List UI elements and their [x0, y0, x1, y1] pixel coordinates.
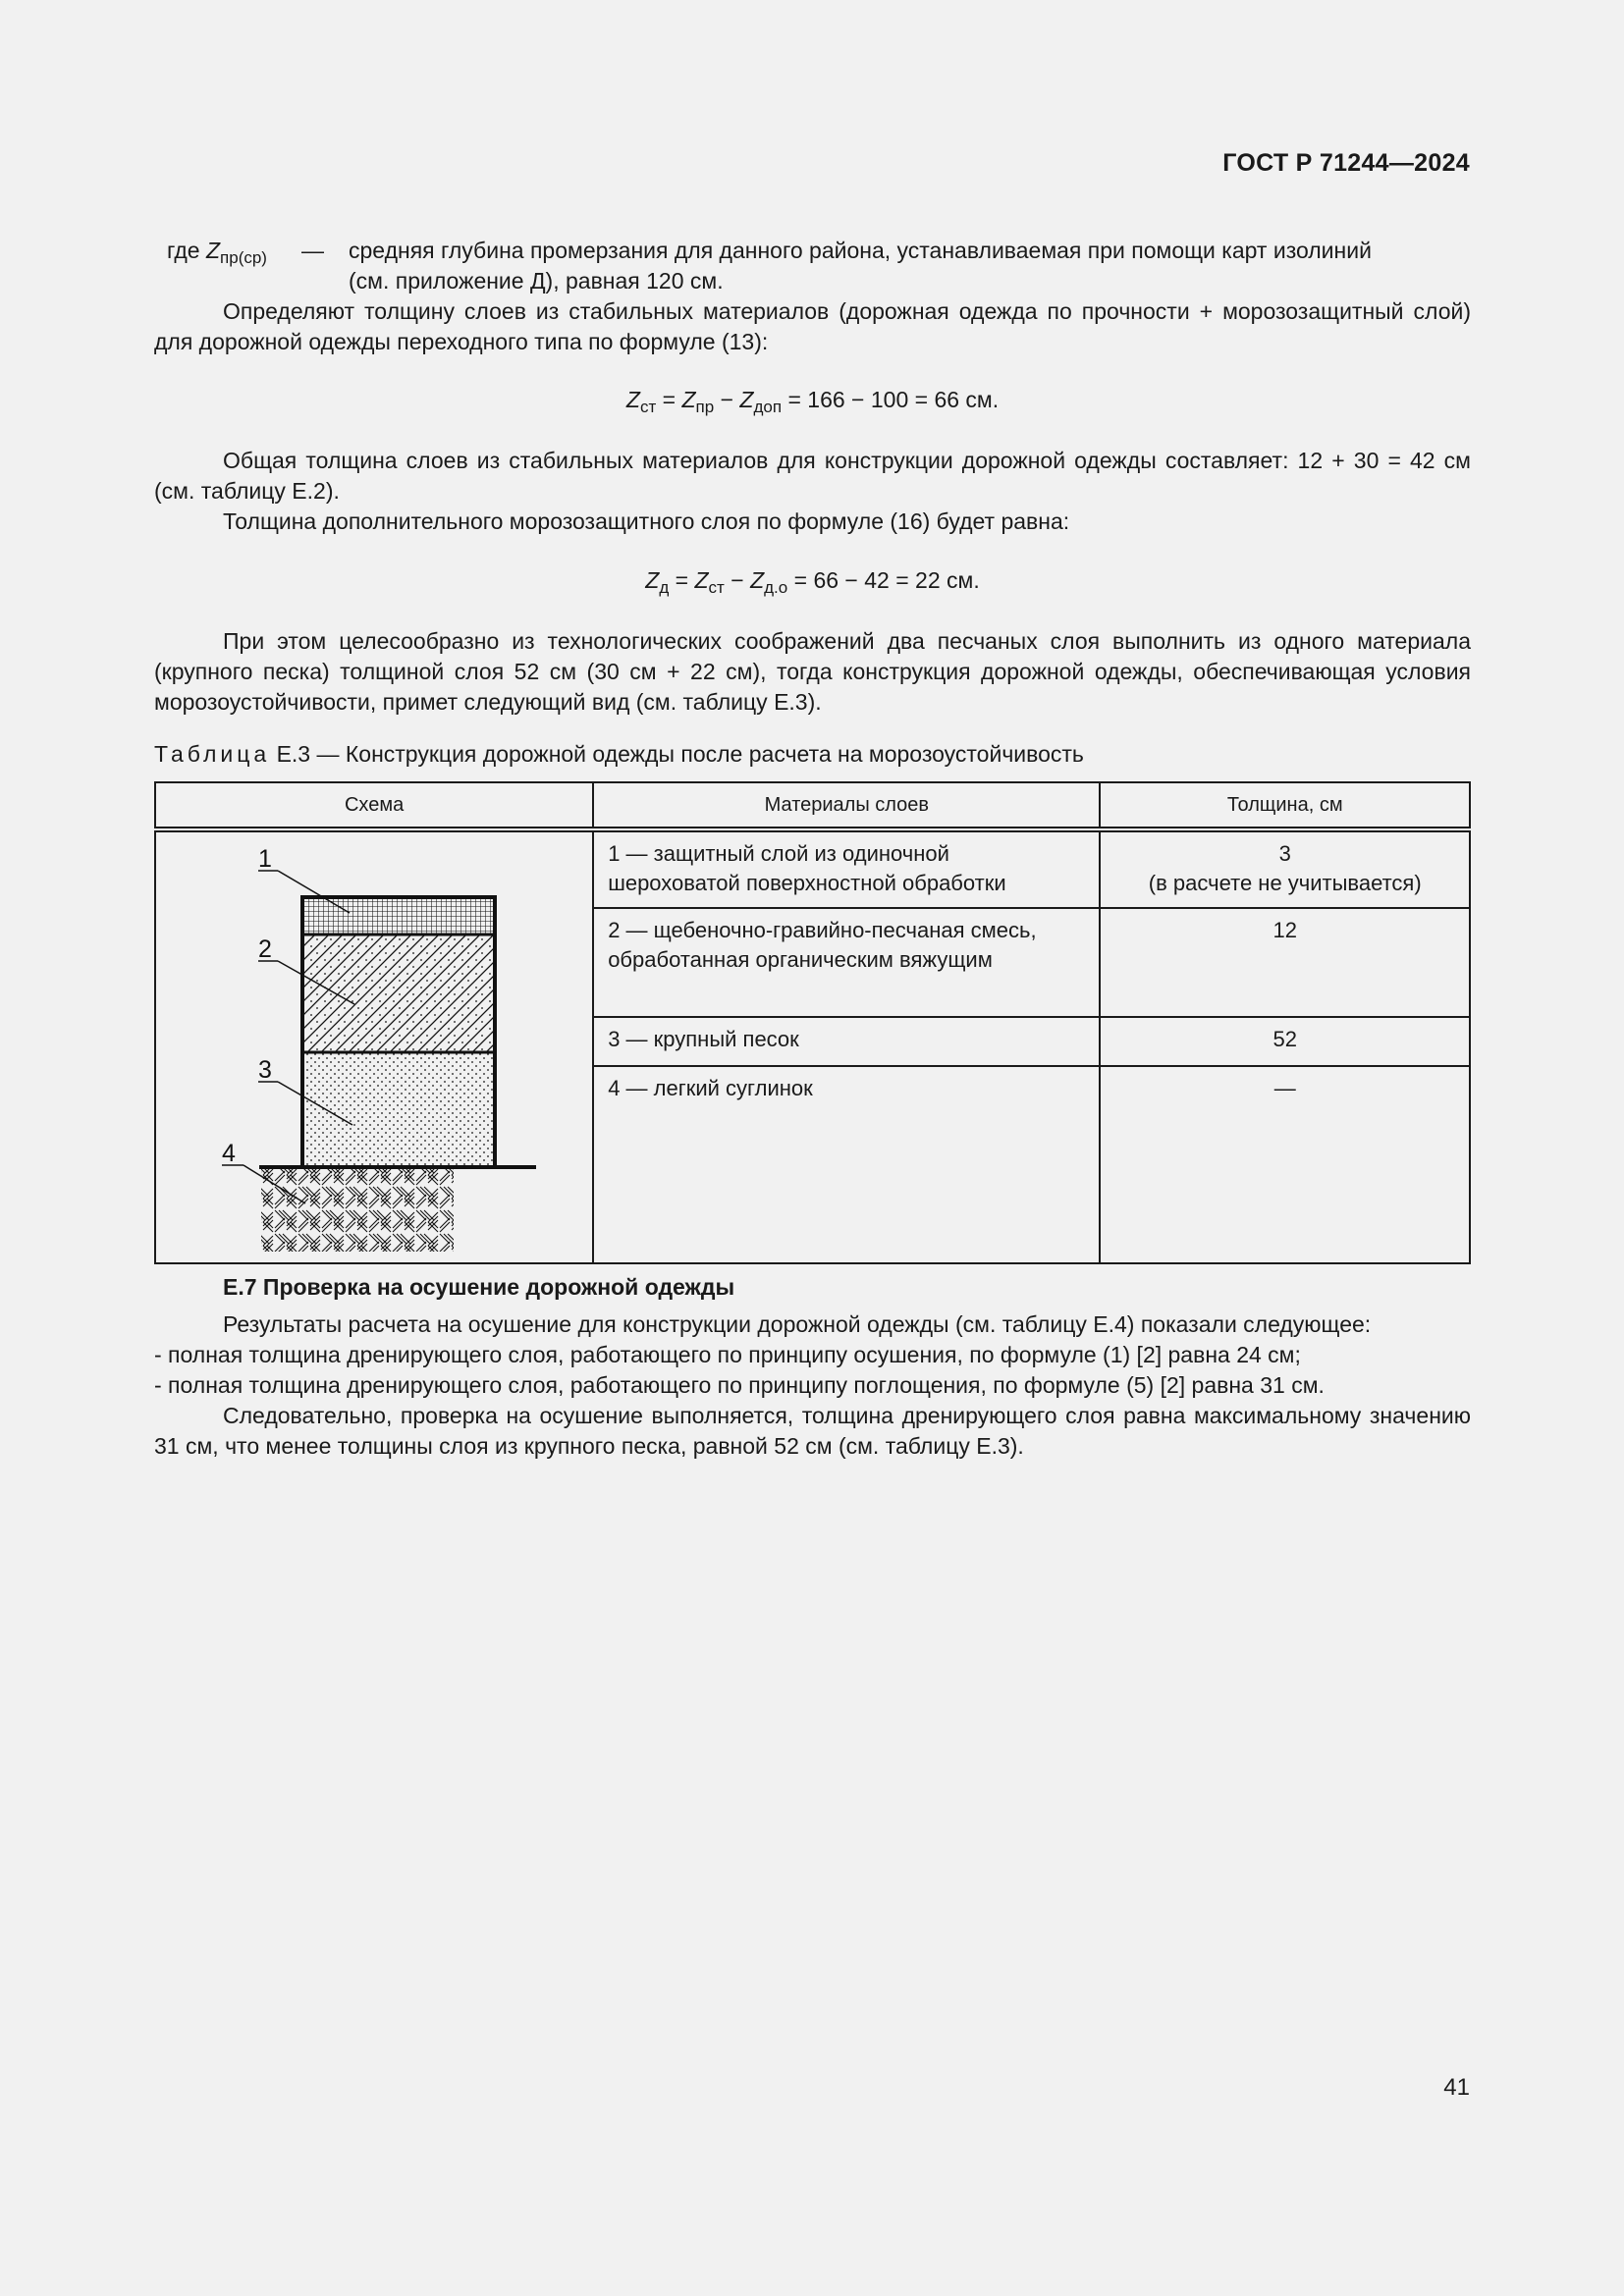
thickness-cell: 52	[1100, 1017, 1470, 1066]
result-item-1: - полная толщина дренирующего слоя, работающего по принципу осушения, по формуле (1) [2] равна 24 см;	[154, 1342, 1301, 1367]
where-dash: —	[301, 238, 324, 263]
col-header-materials: Материалы слоев	[593, 782, 1100, 829]
material-cell: 2 — щебеночно-гравийно-песчаная смесь, обработанная органическим вяжущим	[593, 908, 1100, 1017]
pavement-scheme-diagram	[156, 832, 595, 1264]
material-cell: 4 — легкий суглинок	[593, 1066, 1100, 1263]
thickness-cell	[1100, 829, 1470, 908]
table-caption	[154, 739, 1084, 770]
drainage-results	[154, 1309, 1471, 1462]
where-prefix: где	[167, 238, 200, 263]
scheme-label-2: 2	[258, 935, 272, 963]
scheme-label-1: 1	[258, 845, 272, 873]
where-symbol: Z	[205, 238, 221, 263]
layer-coarse-sand	[302, 1052, 495, 1167]
col-header-thickness: Толщина, см	[1100, 782, 1470, 829]
thickness-cell: 12	[1100, 908, 1470, 1017]
paragraph-3: Толщина дополнительного морозозащитного слоя по формуле (16) будет равна:	[223, 508, 1070, 534]
material-cell: 3 — крупный песок	[593, 1017, 1100, 1066]
paragraph-5: Результаты расчета на осушение для конструкции дорожной одежды (см. таблицу Е.4) показали следующее:	[223, 1311, 1372, 1337]
thickness-cell: —	[1100, 1066, 1470, 1263]
result-item-2: - полная толщина дренирующего слоя, работающего по принципу поглощения, по формуле (5) [2] равна 31 см.	[154, 1372, 1325, 1398]
document-code: ГОСТ Р 71244—2024	[1222, 149, 1470, 177]
section-title: Е.7 Проверка на осушение дорожной одежды	[223, 1274, 735, 1300]
table-row	[155, 829, 1470, 908]
page-number: 41	[1443, 2074, 1470, 2101]
scheme-label-4: 4	[222, 1140, 236, 1167]
where-line-1: средняя глубина промерзания для данного района, устанавливаемая при помощи карт изолиний	[349, 238, 1372, 263]
table-caption-text: Е.3 — Конструкция дорожной одежды после расчета на морозоустойчивость	[270, 741, 1084, 767]
where-label	[167, 236, 267, 266]
table-caption-word: Таблица	[154, 741, 271, 767]
where-definition	[349, 236, 1473, 296]
thickness-value: 3	[1278, 841, 1291, 866]
formula-1: $Z_{ст} = Z_{пр} - Z_{доп} = 166 - 100 = 66$ см.	[625, 387, 1000, 416]
scheme-label-3: 3	[258, 1056, 272, 1084]
formula-2: $Z_д = Z_{ст} - Z_{д.о} = 66 - 42 = 22$ см.	[645, 567, 980, 597]
paragraph-1: Определяют толщину слоев из стабильных материалов (дорожная одежда по прочности + морозозащитный слой) для дорожной одежды переходного типа по формуле (13):	[154, 298, 1471, 354]
paragraph-6: Следовательно, проверка на осушение выполняется, толщина дренирующего слоя равна максимальному значению 31 см, что менее толщины слоя из крупного песка, равной 52 см (см. таблицу Е.3).	[154, 1403, 1471, 1459]
where-line-2: (см. приложение Д), равная 120 см.	[349, 268, 724, 294]
col-header-scheme: Схема	[155, 782, 593, 829]
layers-table	[154, 781, 1471, 1264]
material-cell: 1 — защитный слой из одиночной шероховатой поверхностной обработки	[593, 829, 1100, 908]
scheme-cell	[155, 829, 593, 1263]
paragraph-2: Общая толщина слоев из стабильных материалов для конструкции дорожной одежды составляет: 12 + 30 = 42 см (см. таблицу Е.2).	[154, 448, 1471, 504]
thickness-note: (в расчете не учитывается)	[1148, 871, 1422, 895]
soil-layer-loam	[261, 1167, 454, 1252]
where-symbol-sub: пр(ср)	[220, 248, 267, 267]
layer-gravel-mix	[302, 934, 495, 1052]
paragraph-4: При этом целесообразно из технологических соображений два песчаных слоя выполнить из одного материала (крупного песка) толщиной слоя 52 см (30 см + 22 см), тогда конструкция дорожной одежды, обеспечивающая условия морозоустойчивости, примет следующий вид (см. таблицу Е.3).	[154, 628, 1471, 715]
